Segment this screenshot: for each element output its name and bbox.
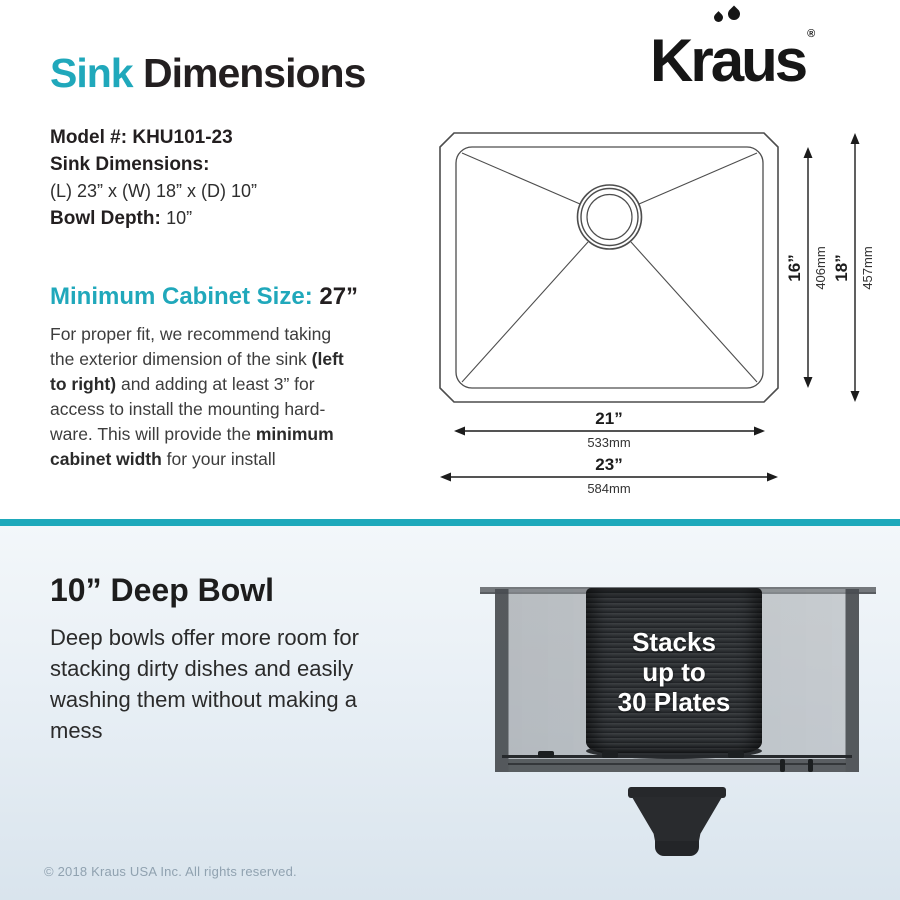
dimension-outer-width <box>440 455 778 496</box>
drain-flange <box>628 787 726 798</box>
deep-bowl-heading: 10” Deep Bowl <box>50 572 275 608</box>
rack-clip <box>538 751 554 758</box>
dim-outer-width-inches: 23” <box>595 455 623 474</box>
page-title <box>50 50 365 97</box>
logo-text-a: a <box>711 26 741 95</box>
spec-dimensions-value: (L) 23” x (W) 18” x (D) 10” <box>50 181 258 201</box>
rack-pin <box>808 759 813 772</box>
sink-outer-rim <box>440 133 778 402</box>
deep-bowl-paragraph: Deep bowls offer more room for stacking dirty dishes and easily washing them without making a mess <box>50 625 359 743</box>
dim-inner-depth-mm: 406mm <box>813 246 828 290</box>
drain-tailpiece <box>655 841 699 856</box>
spec-dimensions-label: Sink Dimensions: <box>50 154 210 175</box>
bowl-slope-lines <box>462 153 757 382</box>
dim-outer-width-mm: 584mm <box>587 481 631 496</box>
dim-inner-width-mm: 533mm <box>587 435 631 450</box>
sink-inner-bowl <box>456 147 763 388</box>
rack-clip <box>602 751 618 758</box>
rack-clip <box>728 751 744 758</box>
kraus-logo <box>650 26 880 101</box>
fit-paragraph: For proper fit, we recommend taking the exterior dimension of the sink (left to right) and adding at least 3” for access to install the mounting hard- ware. This will provide the minimum cabinet width for your install <box>50 324 344 469</box>
stacks-callout: Stacks up to 30 Plates <box>617 627 731 717</box>
minimum-cabinet-size-heading: Minimum Cabinet Size: 27” <box>50 283 359 310</box>
registered-trademark: ® <box>807 28 816 40</box>
bottom-grid-rack <box>502 755 852 758</box>
copyright-notice: © 2018 Kraus USA Inc. All rights reserved. <box>44 864 297 879</box>
rack-pin <box>780 759 785 772</box>
dimension-outer-depth <box>832 133 875 402</box>
teal-divider <box>0 519 900 526</box>
bottom-grid-rack-bar <box>508 763 846 765</box>
logo-text-us: us <box>741 27 806 94</box>
dim-inner-width-inches: 21” <box>595 409 623 428</box>
dim-outer-depth-inches: 18” <box>832 254 851 282</box>
page-title-rest: Dimensions <box>132 50 366 96</box>
logo-text-kr: Kr <box>650 27 711 94</box>
deep-bowl-section <box>0 526 900 900</box>
sink-cross-section-image <box>480 583 876 873</box>
drain-funnel <box>632 797 722 843</box>
drain-circle <box>578 185 642 249</box>
dimension-inner-depth <box>785 147 828 388</box>
spec-bowl-depth: Bowl Depth: 10” <box>50 208 193 229</box>
spec-model: Model #: KHU101-23 <box>50 127 233 148</box>
dim-outer-depth-mm: 457mm <box>860 246 875 290</box>
water-drop-icon <box>725 6 742 23</box>
dim-inner-depth-inches: 16” <box>785 254 804 282</box>
page-title-accent: Sink <box>50 50 133 96</box>
spec-block <box>50 124 257 232</box>
dimension-inner-width <box>454 409 765 450</box>
water-drop-icon <box>712 11 725 24</box>
sink-technical-drawing <box>438 115 888 505</box>
